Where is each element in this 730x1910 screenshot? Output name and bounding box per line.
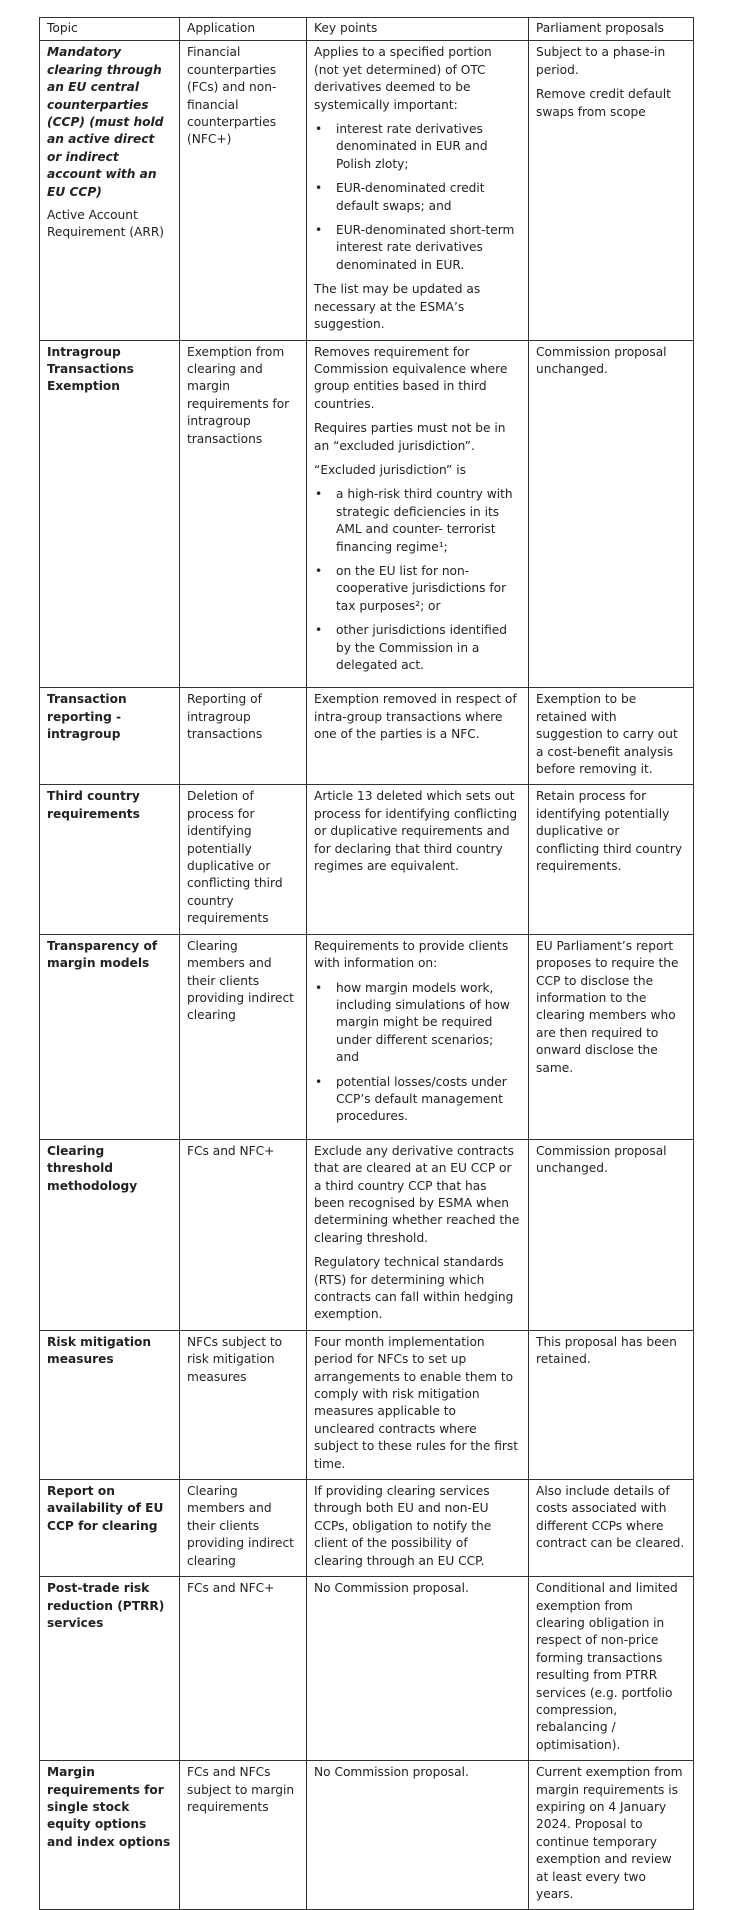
topic-cell: Transaction reporting - intragroup (40, 688, 180, 785)
application-cell: FCs and NFC+ (180, 1577, 307, 1761)
parliament-point: Subject to a phase-in period. (536, 45, 666, 77)
key-points-cell (307, 1139, 529, 1330)
application-cell: FCs and NFCs subject to margin requirements (180, 1761, 307, 1910)
key-point-intro: Applies to a specified portion (not yet determined) of OTC derivatives deemed to be systemically important: (314, 45, 492, 112)
application-cell: FCs and NFC+ (180, 1139, 307, 1330)
key-point-paragraph: “Excluded jurisdiction” is (314, 462, 466, 477)
topic-cell: Margin requirements for single stock equity options and index options (40, 1761, 180, 1910)
list-item: • EUR-denominated credit default swaps; and (314, 180, 520, 215)
eu-emir-comparison-table (39, 17, 694, 1910)
table-row (40, 1480, 694, 1577)
application-cell: Reporting of intragroup transactions (180, 688, 307, 785)
table-header-row (40, 18, 694, 41)
key-point-intro: Requirements to provide clients with information on: (314, 938, 509, 971)
parliament-cell: This proposal has been retained. (529, 1330, 694, 1479)
parliament-point: Remove credit default swaps from scope (536, 87, 671, 119)
key-points-cell: If providing clearing services through both EU and non-EU CCPs, obligation to notify the client of the possibility of clearing through an EU CCP. (307, 1480, 529, 1577)
key-point-list (314, 486, 520, 674)
list-item: • a high-risk third country with strategic deficiencies in its AML and counter- terrorist financing regime¹; (314, 486, 520, 556)
parliament-cell (529, 41, 694, 340)
table-row (40, 785, 694, 934)
key-point-list (314, 121, 520, 274)
parliament-cell: Commission proposal unchanged. (529, 340, 694, 688)
header-topic: Topic (40, 18, 180, 41)
key-points-cell: Exemption removed in respect of intra-group transactions where one of the parties is a NFC. (307, 688, 529, 785)
key-points-cell: No Commission proposal. (307, 1577, 529, 1761)
key-points-cell (307, 934, 529, 1139)
table-row (40, 1761, 694, 1910)
topic-cell: Report on availability of EU CCP for clearing (40, 1480, 180, 1577)
list-item: • how margin models work, including simulations of how margin might be required under different scenarios; and (314, 980, 520, 1067)
parliament-cell: Exemption to be retained with suggestion to carry out a cost-benefit analysis before removing it. (529, 688, 694, 785)
application-cell: NFCs subject to risk mitigation measures (180, 1330, 307, 1479)
header-parliament-proposals: Parliament proposals (529, 18, 694, 41)
key-points-cell: Four month implementation period for NFCs to set up arrangements to enable them to comply with risk mitigation measures applicable to uncleared contracts where subject to these rules for the first time. (307, 1330, 529, 1479)
topic-title: Mandatory clearing through an EU central counterparties (CCP) (must hold an active direct or indirect account with an EU CCP) (47, 45, 164, 199)
application-cell: Clearing members and their clients providing indirect clearing (180, 1480, 307, 1577)
table-row (40, 41, 694, 340)
list-item: • EUR-denominated short-term interest rate derivatives denominated in EUR. (314, 222, 520, 274)
key-points-cell: Article 13 deleted which sets out process for identifying conflicting or duplicative requirements and for declaring that third country regimes are equivalent. (307, 785, 529, 934)
eu-emir-comparison-table-container (39, 17, 693, 1910)
key-point-paragraph: Regulatory technical standards (RTS) for determining which contracts can fall within hedging exemption. (314, 1255, 514, 1322)
key-point-paragraph: Exclude any derivative contracts that are cleared at an EU CCP or a third country CCP that has been recognised by ESMA when determining whether reached the clearing threshold. (314, 1143, 520, 1245)
application-cell: Clearing members and their clients providing indirect clearing (180, 934, 307, 1139)
topic-cell: Intragroup Transactions Exemption (40, 340, 180, 688)
key-points-cell (307, 340, 529, 688)
parliament-cell: Retain process for identifying potentially duplicative or conflicting third country requirements. (529, 785, 694, 934)
topic-cell (40, 41, 180, 340)
parliament-cell: Also include details of costs associated with different CCPs where contract can be cleared. (529, 1480, 694, 1577)
header-application: Application (180, 18, 307, 41)
table-row (40, 340, 694, 688)
list-item: • interest rate derivatives denominated in EUR and Polish zloty; (314, 121, 520, 173)
key-point-outro: The list may be updated as necessary at the ESMA’s suggestion. (314, 282, 481, 332)
application-cell: Exemption from clearing and margin requirements for intragroup transactions (180, 340, 307, 688)
topic-cell: Clearing threshold methodology (40, 1139, 180, 1330)
table-row (40, 934, 694, 1139)
topic-cell: Risk mitigation measures (40, 1330, 180, 1479)
topic-cell: Transparency of margin models (40, 934, 180, 1139)
key-point-list (314, 980, 520, 1126)
key-points-cell: No Commission proposal. (307, 1761, 529, 1910)
table-row (40, 1330, 694, 1479)
parliament-cell: Conditional and limited exemption from clearing obligation in respect of non-price forming transactions resulting from PTRR services (e.g. portfolio compression, rebalancing / optimisation). (529, 1577, 694, 1761)
table-row (40, 688, 694, 785)
list-item: • on the EU list for non-cooperative jurisdictions for tax purposes²; or (314, 563, 520, 615)
parliament-cell: Current exemption from margin requirements is expiring on 4 January 2024. Proposal to continue temporary exemption and review at least every two years. (529, 1761, 694, 1910)
table-row (40, 1577, 694, 1761)
topic-cell: Post-trade risk reduction (PTRR) services (40, 1577, 180, 1761)
topic-subtitle: Active Account Requirement (ARR) (47, 208, 165, 240)
list-item: • other jurisdictions identified by the Commission in a delegated act. (314, 622, 520, 674)
parliament-cell: Commission proposal unchanged. (529, 1139, 694, 1330)
topic-cell: Third country requirements (40, 785, 180, 934)
header-key-points: Key points (307, 18, 529, 41)
list-item: • potential losses/costs under CCP’s default management procedures. (314, 1074, 520, 1126)
parliament-cell: EU Parliament’s report proposes to require the CCP to disclose the information to the clearing members who are then required to onward disclose the same. (529, 934, 694, 1139)
table-row (40, 1139, 694, 1330)
key-points-cell (307, 41, 529, 340)
application-cell: Deletion of process for identifying potentially duplicative or conflicting third country requirements (180, 785, 307, 934)
key-point-paragraph: Removes requirement for Commission equivalence where group entities based in third countries. (314, 344, 508, 411)
key-point-paragraph: Requires parties must not be in an “excluded jurisdiction”. (314, 421, 506, 453)
application-cell: Financial counterparties (FCs) and non-financial counterparties (NFC+) (180, 41, 307, 340)
